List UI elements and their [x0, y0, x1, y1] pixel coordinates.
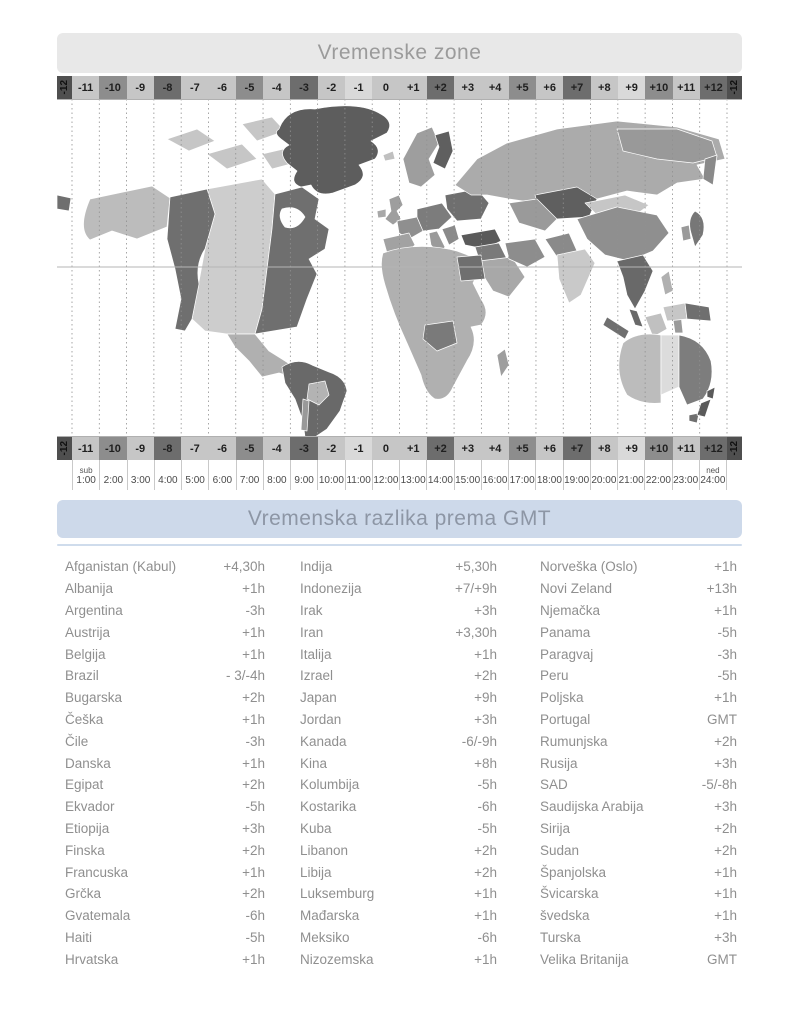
time-label: 15:00 — [455, 475, 481, 486]
time-label: 5:00 — [185, 475, 205, 486]
gmt-offset: +2h — [714, 733, 737, 749]
gmt-offset: +1h — [714, 690, 737, 706]
gmt-offset: +2h — [242, 690, 265, 706]
time-cell — [536, 460, 563, 490]
country-name: Francuska — [65, 864, 129, 880]
country-name: Španjolska — [540, 864, 607, 880]
table-row — [65, 927, 265, 949]
gmt-offset: -3h — [245, 733, 265, 749]
gmt-offset: GMT — [707, 951, 737, 967]
gmt-offset: -5h — [245, 929, 265, 945]
table-row — [300, 621, 497, 643]
table-row — [65, 600, 265, 622]
zone-cell: -9 — [127, 437, 154, 460]
table-row — [300, 556, 497, 578]
gmt-offset: -6/-9h — [461, 733, 497, 749]
table-row — [65, 905, 265, 927]
zone-cell: +12 — [700, 437, 727, 460]
time-label: 12:00 — [373, 475, 399, 486]
time-cell — [400, 460, 427, 490]
timezone-strip-top — [57, 76, 742, 99]
time-cell — [509, 460, 536, 490]
time-cell — [128, 460, 155, 490]
country-name: Panama — [540, 624, 591, 640]
table-row — [65, 752, 265, 774]
gmt-offset: +2h — [474, 668, 497, 684]
country-name: Grčka — [65, 886, 102, 902]
zone-cell-edge — [727, 437, 742, 460]
world-map-area — [57, 99, 742, 437]
table-row — [300, 665, 497, 687]
world-map — [57, 99, 742, 437]
zone-cell: -5 — [236, 437, 263, 460]
gmt-offset: +3h — [474, 602, 497, 618]
zone-cell: -4 — [263, 76, 290, 99]
gmt-offset: +3h — [242, 820, 265, 836]
zone-cell: +10 — [645, 437, 672, 460]
gmt-offset: +1h — [714, 602, 737, 618]
country-name: Kolumbija — [300, 777, 360, 793]
zone-cell: -6 — [208, 76, 235, 99]
country-name: Gvatemala — [65, 908, 131, 924]
gmt-table — [57, 556, 742, 970]
country-name: Rusija — [540, 755, 578, 771]
zone-cell: +1 — [400, 437, 427, 460]
country-name: Iran — [300, 624, 324, 640]
zone-cell: +8 — [591, 437, 618, 460]
gmt-offset: +1h — [242, 581, 265, 597]
table-row — [300, 578, 497, 600]
table-row — [65, 796, 265, 818]
gmt-offset: +13h — [706, 581, 737, 597]
gmt-offset: +2h — [242, 842, 265, 858]
gmt-offset: +1h — [242, 624, 265, 640]
gmt-offset: +5,30h — [455, 559, 497, 575]
gmt-offset: +1h — [474, 646, 497, 662]
zone-cell: +11 — [673, 76, 700, 99]
country-name: Finska — [65, 842, 105, 858]
time-label: 10:00 — [318, 475, 344, 486]
gmt-offset: +3h — [714, 929, 737, 945]
country-name: Meksiko — [300, 929, 350, 945]
country-name: Mađarska — [300, 908, 360, 924]
table-row — [300, 927, 497, 949]
zone-cell: +10 — [645, 76, 672, 99]
country-name: Nizozemska — [300, 951, 374, 967]
zone-edge-label: -12 — [729, 80, 741, 95]
time-label: 6:00 — [212, 475, 233, 486]
country-name: Izrael — [300, 668, 334, 684]
country-name: Argentina — [65, 602, 123, 618]
table-row — [540, 665, 737, 687]
table-row — [65, 861, 265, 883]
zone-cell: +4 — [481, 437, 508, 460]
table-row — [540, 818, 737, 840]
gmt-table-column — [300, 556, 497, 970]
table-row — [540, 578, 737, 600]
table-row — [300, 774, 497, 796]
table-row — [65, 709, 265, 731]
time-cell — [455, 460, 482, 490]
gmt-offset: +1h — [474, 886, 497, 902]
gmt-offset: +2h — [242, 886, 265, 902]
time-label: 19:00 — [564, 475, 590, 486]
gmt-offset: +3h — [474, 711, 497, 727]
table-row — [300, 948, 497, 970]
gmt-offset: +3h — [714, 799, 737, 815]
time-cell — [373, 460, 400, 490]
country-name: Afganistan (Kabul) — [65, 559, 177, 575]
gmt-offset: +7/+9h — [454, 581, 497, 597]
time-cell — [346, 460, 373, 490]
table-row — [300, 839, 497, 861]
table-row — [540, 839, 737, 861]
gmt-offset: +1h — [242, 864, 265, 880]
time-cell — [591, 460, 618, 490]
country-name: Rumunjska — [540, 733, 608, 749]
table-row — [540, 774, 737, 796]
gmt-offset: +2h — [714, 842, 737, 858]
country-name: Haiti — [65, 929, 93, 945]
gmt-offset: +2h — [474, 864, 497, 880]
table-row — [540, 883, 737, 905]
time-label: 24:00 — [700, 475, 726, 486]
country-name: Japan — [300, 690, 337, 706]
zone-cell: +5 — [509, 76, 536, 99]
time-cell — [645, 460, 672, 490]
country-name: Libija — [300, 864, 332, 880]
gmt-offset: +2h — [714, 820, 737, 836]
zone-cell: +6 — [536, 76, 563, 99]
gmt-offset: -5h — [477, 820, 497, 836]
table-row — [300, 796, 497, 818]
country-name: Indija — [300, 559, 333, 575]
country-name: Austrija — [65, 624, 111, 640]
table-row — [540, 643, 737, 665]
table-row — [300, 687, 497, 709]
zone-cell: +9 — [618, 437, 645, 460]
country-name: Portugal — [540, 711, 591, 727]
gmt-offset: +4,30h — [223, 559, 265, 575]
table-row — [65, 687, 265, 709]
zone-cell: +6 — [536, 437, 563, 460]
zone-cell: -8 — [154, 437, 181, 460]
time-cell — [564, 460, 591, 490]
time-label: 22:00 — [645, 475, 671, 486]
times-edge-spacer — [727, 460, 742, 490]
zone-cell: -3 — [290, 437, 317, 460]
country-name: Švicarska — [540, 886, 599, 902]
table-row — [540, 730, 737, 752]
table-row — [65, 774, 265, 796]
country-name: SAD — [540, 777, 568, 793]
gmt-table-column — [540, 556, 737, 970]
table-row — [65, 818, 265, 840]
country-name: Danska — [65, 755, 111, 771]
time-label: 18:00 — [536, 475, 562, 486]
table-row — [300, 709, 497, 731]
time-cell — [700, 460, 727, 490]
zone-cell: -10 — [99, 437, 126, 460]
table-row — [540, 556, 737, 578]
gmt-offset: +1h — [242, 951, 265, 967]
table-row — [540, 600, 737, 622]
gmt-offset: -5h — [245, 799, 265, 815]
zone-cell: 0 — [372, 437, 399, 460]
zone-cell: -4 — [263, 437, 290, 460]
country-name: Luksemburg — [300, 886, 375, 902]
time-cell — [618, 460, 645, 490]
gmt-offset: -3h — [717, 646, 737, 662]
gmt-offset: +1h — [714, 864, 737, 880]
table-row — [65, 948, 265, 970]
country-name: Kanada — [300, 733, 347, 749]
gmt-offset: +1h — [714, 559, 737, 575]
country-name: Njemačka — [540, 602, 601, 618]
zone-cell: -11 — [72, 76, 99, 99]
country-name: Jordan — [300, 711, 342, 727]
country-name: Sirija — [540, 820, 571, 836]
country-name: Peru — [540, 668, 569, 684]
zone-cell-edge — [57, 76, 72, 99]
table-row — [65, 883, 265, 905]
table-row — [540, 687, 737, 709]
country-name: Poljska — [540, 690, 584, 706]
table-row — [540, 948, 737, 970]
zone-cell: +11 — [673, 437, 700, 460]
time-cell — [673, 460, 700, 490]
time-cell — [482, 460, 509, 490]
country-name: Sudan — [540, 842, 580, 858]
time-label: 16:00 — [482, 475, 508, 486]
zone-cell: -6 — [208, 437, 235, 460]
zone-edge-label: -12 — [59, 80, 70, 95]
gmt-title: Vremenska razlika prema GMT — [57, 500, 742, 538]
table-row — [300, 643, 497, 665]
gmt-offset: +1h — [714, 886, 737, 902]
zone-cell: -8 — [154, 76, 181, 99]
gmt-offset: -6h — [477, 929, 497, 945]
table-row — [300, 730, 497, 752]
table-row — [65, 730, 265, 752]
country-name: Novi Zeland — [540, 581, 613, 597]
time-cell — [100, 460, 127, 490]
zone-cell: +12 — [700, 76, 727, 99]
times-edge-spacer — [57, 460, 72, 490]
zone-cell: +2 — [427, 76, 454, 99]
country-name: Brazil — [65, 668, 99, 684]
zone-cell: -7 — [181, 76, 208, 99]
zone-cell: -5 — [236, 76, 263, 99]
zone-cell: +8 — [591, 76, 618, 99]
table-row — [65, 621, 265, 643]
table-row — [540, 905, 737, 927]
time-label: 3:00 — [130, 475, 151, 486]
zone-cell: -7 — [181, 437, 208, 460]
time-label: 21:00 — [618, 475, 644, 486]
zone-cell: +4 — [481, 76, 508, 99]
zone-cell: -9 — [127, 76, 154, 99]
timezone-strip-bottom — [57, 437, 742, 460]
times-row — [57, 460, 742, 490]
zone-cell: -1 — [345, 437, 372, 460]
country-name: Norveška (Oslo) — [540, 559, 638, 575]
gmt-offset: GMT — [707, 711, 737, 727]
time-cell — [237, 460, 264, 490]
continent-south-america — [282, 361, 347, 437]
gmt-offset: +1h — [242, 755, 265, 771]
table-row — [65, 556, 265, 578]
gmt-offset: +1h — [242, 646, 265, 662]
time-cell — [182, 460, 209, 490]
country-name: Kostarika — [300, 799, 357, 815]
time-cell — [72, 460, 100, 490]
table-row — [540, 927, 737, 949]
zone-cell: +3 — [454, 76, 481, 99]
page-title: Vremenske zone — [57, 33, 742, 73]
zone-cell: +7 — [563, 76, 590, 99]
country-name: Indonezija — [300, 581, 362, 597]
country-name: Albanija — [65, 581, 114, 597]
zone-cell: +7 — [563, 437, 590, 460]
zone-cell-edge — [57, 437, 72, 460]
table-row — [300, 905, 497, 927]
gmt-offset: +9h — [474, 690, 497, 706]
time-label: 20:00 — [591, 475, 617, 486]
country-name: Egipat — [65, 777, 104, 793]
gmt-offset: -6h — [245, 908, 265, 924]
zone-cell: 0 — [372, 76, 399, 99]
time-cell — [291, 460, 318, 490]
country-name: Kina — [300, 755, 328, 771]
gmt-offset: -5h — [717, 624, 737, 640]
zone-cell: -3 — [290, 76, 317, 99]
time-label: 4:00 — [158, 475, 178, 486]
zone-cell: +9 — [618, 76, 645, 99]
zone-cell: -2 — [318, 76, 345, 99]
zone-cell: -2 — [318, 437, 345, 460]
time-cell — [318, 460, 345, 490]
country-name: Belgija — [65, 646, 106, 662]
gmt-table-column — [65, 556, 265, 970]
time-label: 17:00 — [509, 475, 535, 486]
zone-cell: +5 — [509, 437, 536, 460]
zone-edge-label: -12 — [59, 441, 70, 456]
table-row — [540, 709, 737, 731]
gmt-offset: +2h — [474, 842, 497, 858]
table-row — [300, 752, 497, 774]
time-label: 8:00 — [267, 475, 287, 486]
country-name: Libanon — [300, 842, 349, 858]
gmt-offset: +1h — [714, 908, 737, 924]
country-name: Kuba — [300, 820, 332, 836]
country-name: Saudijska Arabija — [540, 799, 644, 815]
time-cell — [427, 460, 454, 490]
table-row — [65, 665, 265, 687]
time-cell — [264, 460, 291, 490]
gmt-offset: +1h — [474, 951, 497, 967]
country-name: Velika Britanija — [540, 951, 629, 967]
continent-north-america — [57, 106, 390, 377]
zone-cell: +3 — [454, 437, 481, 460]
gmt-offset: -5/-8h — [701, 777, 737, 793]
zone-cell: -1 — [345, 76, 372, 99]
time-label: 23:00 — [673, 475, 699, 486]
gmt-offset: -3h — [245, 602, 265, 618]
table-row — [300, 818, 497, 840]
gmt-offset: +1h — [242, 711, 265, 727]
table-row — [540, 621, 737, 643]
zone-edge-label: -12 — [729, 441, 741, 456]
time-label: 2:00 — [103, 475, 124, 486]
time-cell — [155, 460, 182, 490]
country-name: Paragvaj — [540, 646, 594, 662]
country-name: Češka — [65, 711, 104, 727]
day-label: ned — [706, 466, 720, 475]
gmt-offset: -5h — [717, 668, 737, 684]
time-label: 1:00 — [76, 475, 96, 486]
country-name: Etiopija — [65, 820, 110, 836]
country-name: Ekvador — [65, 799, 115, 815]
table-row — [300, 600, 497, 622]
table-row — [65, 578, 265, 600]
time-label: 14:00 — [427, 475, 453, 486]
gmt-offset: +2h — [242, 777, 265, 793]
gmt-offset: +3,30h — [455, 624, 497, 640]
zone-cell-edge — [727, 76, 742, 99]
table-row — [300, 883, 497, 905]
gmt-offset: -5h — [477, 777, 497, 793]
zone-cell: -11 — [72, 437, 99, 460]
gmt-offset: +8h — [474, 755, 497, 771]
gmt-offset: - 3/-4h — [225, 668, 265, 684]
table-row — [540, 796, 737, 818]
time-label: 7:00 — [239, 475, 260, 486]
table-row — [540, 752, 737, 774]
gmt-offset: +1h — [474, 908, 497, 924]
time-label: 11:00 — [346, 475, 371, 486]
gmt-offset: +3h — [714, 755, 737, 771]
day-label: sub — [79, 466, 93, 475]
country-name: Hrvatska — [65, 951, 119, 967]
country-name: Bugarska — [65, 690, 123, 706]
time-cell — [209, 460, 236, 490]
gmt-offset: -6h — [477, 799, 497, 815]
time-label: 9:00 — [294, 475, 314, 486]
zone-cell: +1 — [400, 76, 427, 99]
country-name: švedska — [540, 908, 590, 924]
table-row — [540, 861, 737, 883]
zone-cell: +2 — [427, 437, 454, 460]
table-row — [65, 839, 265, 861]
table-row — [65, 643, 265, 665]
country-name: Irak — [300, 602, 323, 618]
table-row — [300, 861, 497, 883]
country-name: Turska — [540, 929, 581, 945]
time-label: 13:00 — [400, 475, 426, 486]
gmt-divider — [57, 544, 742, 546]
zone-cell: -10 — [99, 76, 126, 99]
country-name: Čile — [65, 733, 89, 749]
country-name: Italija — [300, 646, 332, 662]
